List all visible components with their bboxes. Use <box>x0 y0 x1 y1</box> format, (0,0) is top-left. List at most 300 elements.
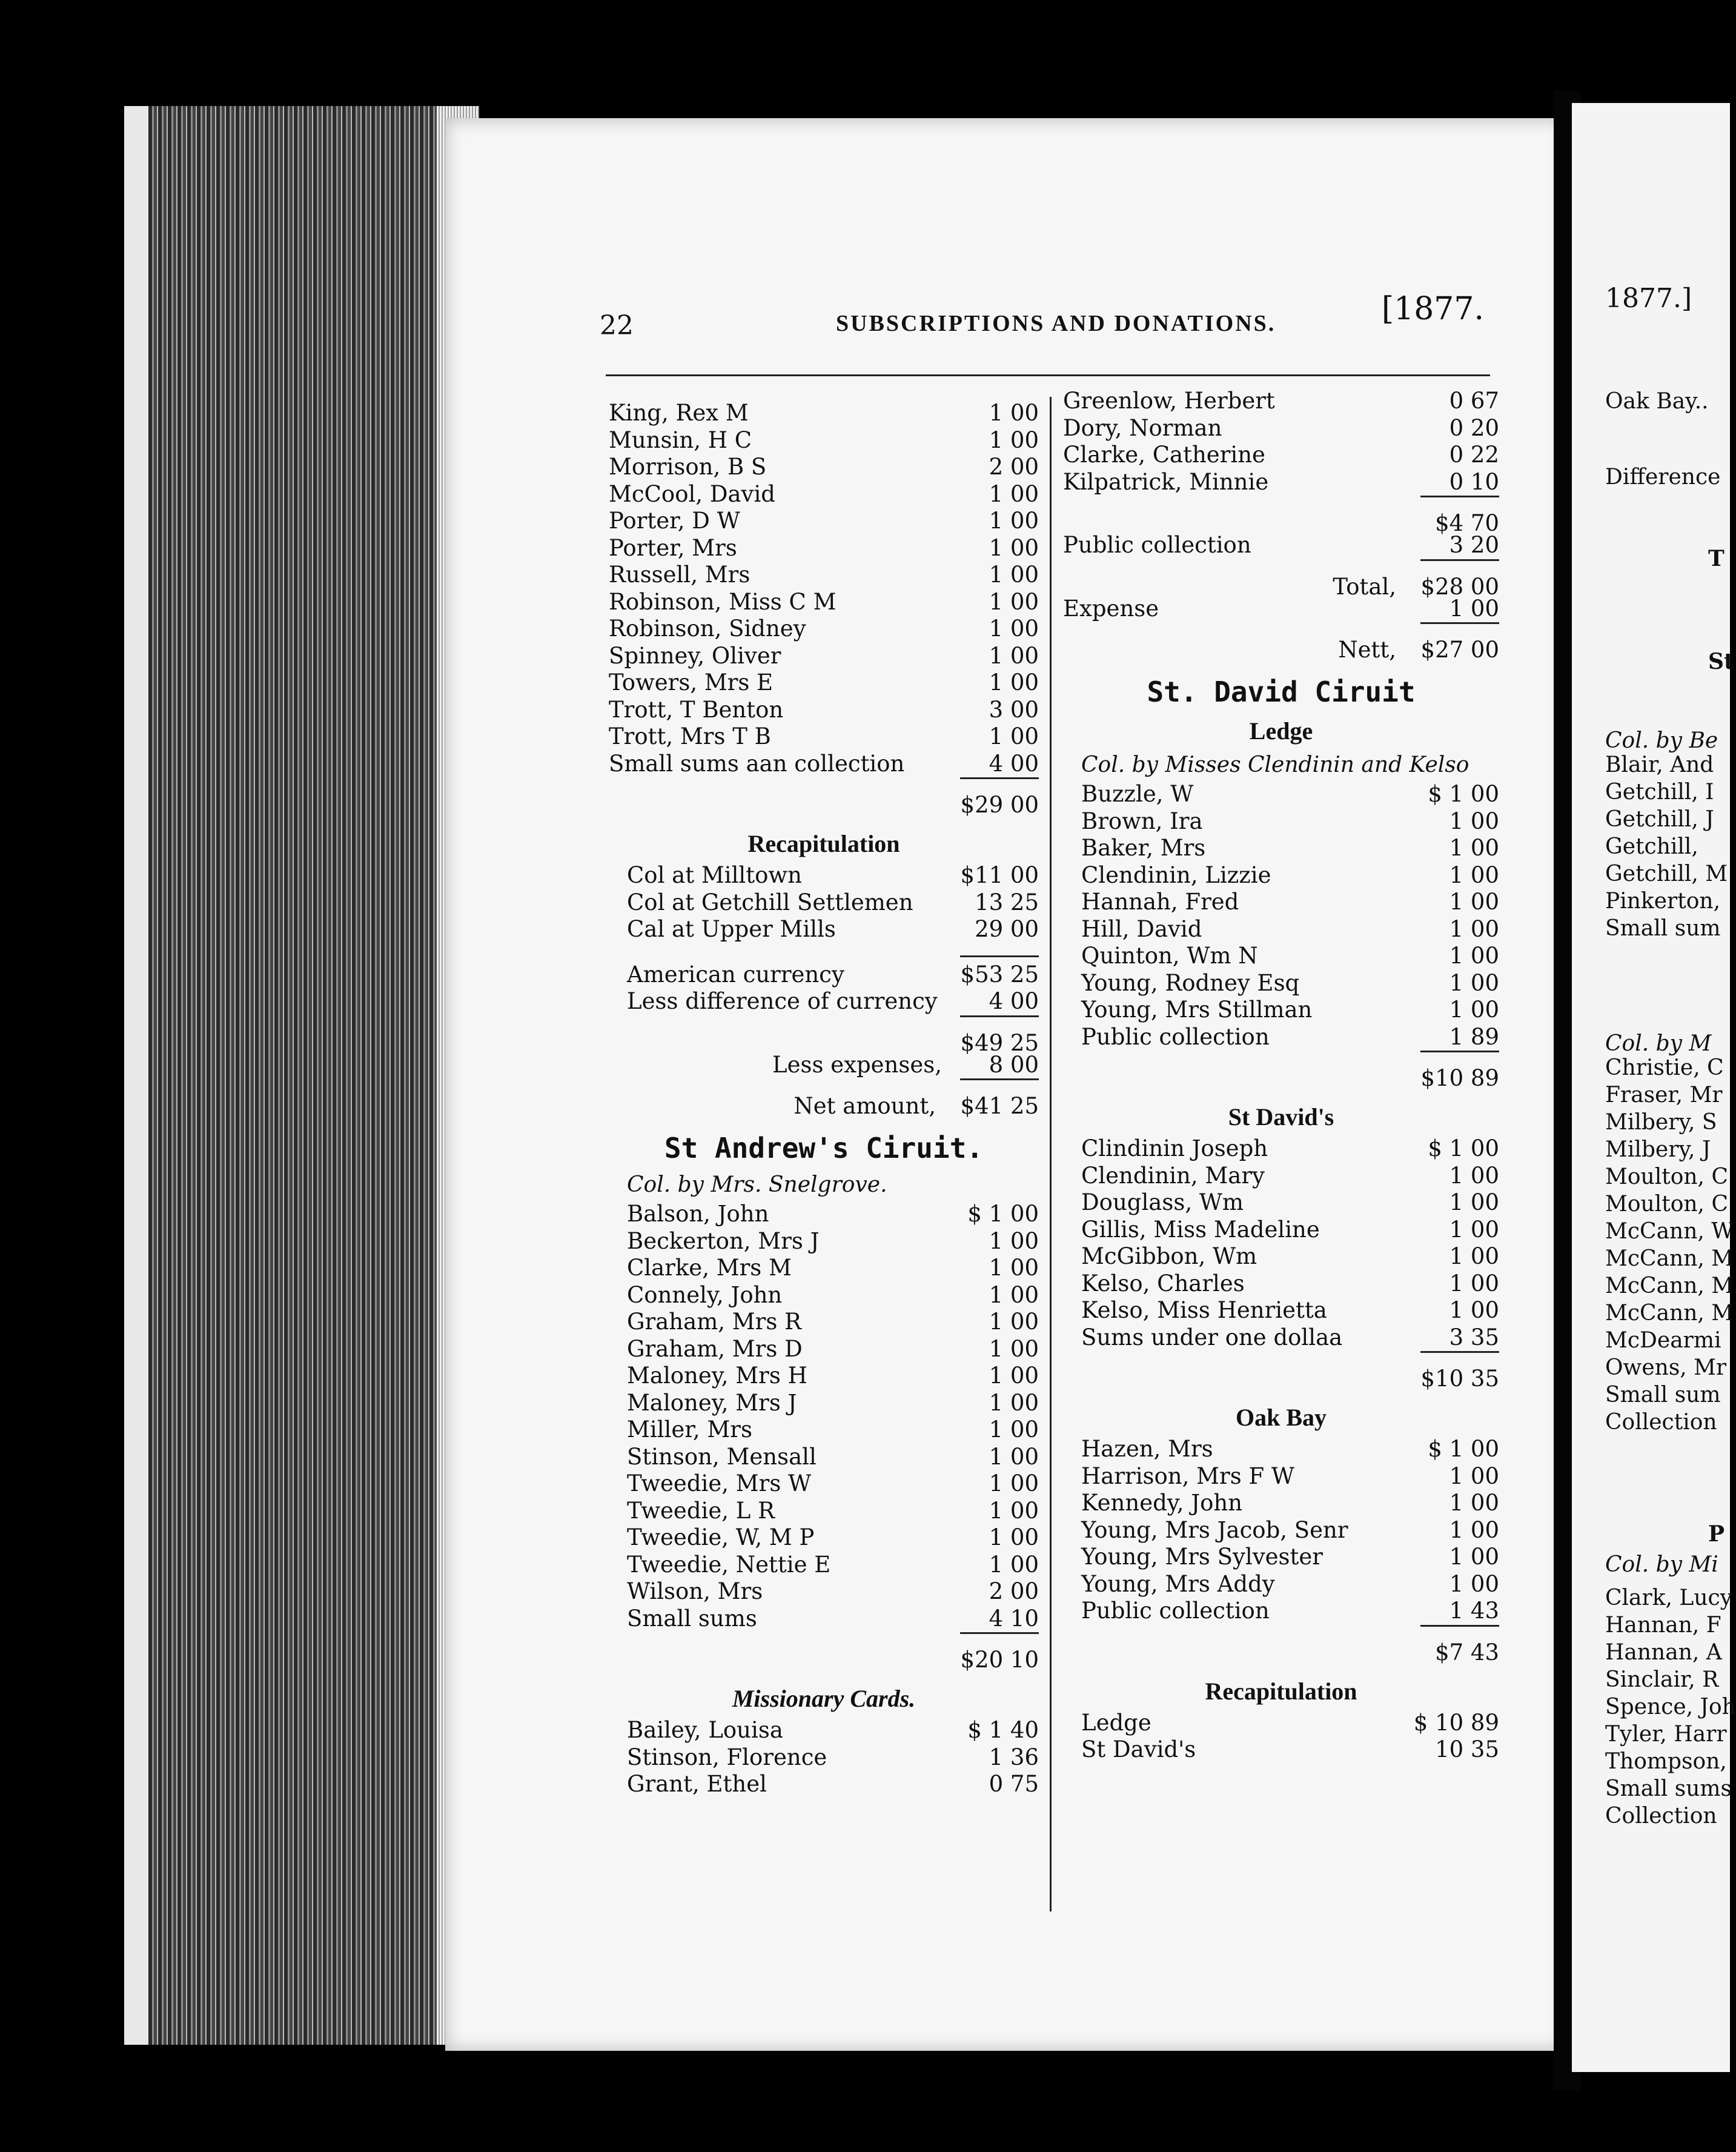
total-rule <box>960 955 1039 957</box>
right-page-line: Sinclair, R <box>1605 1667 1719 1692</box>
total-amount: $7 43 <box>1435 1639 1499 1665</box>
list-item <box>609 1444 1039 1471</box>
right-page-line: Clark, Lucy <box>1605 1586 1733 1610</box>
section-heading: St Andrew's Ciruit. <box>664 1132 984 1164</box>
right-page-line: Christie, C <box>1605 1055 1724 1080</box>
list-item <box>1063 1436 1499 1463</box>
list-item <box>609 1524 1039 1552</box>
entry-name: Small sums aan collection <box>609 750 905 777</box>
entry-name: King, Rex M <box>609 400 749 426</box>
entry-amount: 1 00 <box>989 1227 1039 1254</box>
right-page-line: Oak Bay.. <box>1605 389 1709 414</box>
right-page-line: Moulton, C <box>1605 1192 1728 1217</box>
entry-name: Less difference of currency <box>627 988 938 1014</box>
total-amount: $20 10 <box>960 1647 1039 1673</box>
list-item <box>1063 1024 1499 1051</box>
entry-name: Public collection <box>1081 1598 1270 1624</box>
list-item <box>609 643 1039 670</box>
total-rule <box>1420 1625 1499 1627</box>
right-page-line: Getchill, <box>1605 834 1698 859</box>
right-page-line: Spence, Joh <box>1605 1695 1736 1719</box>
entry-amount: $ 1 00 <box>1428 1135 1499 1161</box>
entry-name: Munsin, H C <box>609 427 752 453</box>
list-item <box>1063 970 1499 997</box>
collector-line: Col. by Misses Clendinin and Kelso <box>1081 752 1469 777</box>
list-item <box>609 1744 1039 1772</box>
right-page-line: Getchill, J <box>1605 807 1714 832</box>
entry-name: Tweedie, L R <box>627 1497 775 1524</box>
entry-amount: 1 00 <box>1449 595 1499 622</box>
entry-name: McGibbon, Wm <box>1081 1243 1257 1269</box>
list-item <box>609 1390 1039 1417</box>
right-page-line: Hannan, A <box>1605 1640 1722 1665</box>
total-label: Total, <box>1333 573 1396 600</box>
right-page-line: Small sum <box>1605 1383 1721 1407</box>
entry-amount: 1 00 <box>1449 1490 1499 1516</box>
list-item <box>609 1228 1039 1255</box>
section-heading: Recapitulation <box>747 830 900 857</box>
entry-amount: 1 00 <box>989 1497 1039 1524</box>
list-item <box>1063 808 1499 835</box>
entry-name: Greenlow, Herbert <box>1063 388 1275 414</box>
entry-amount: 2 00 <box>989 1578 1039 1604</box>
entry-name: Trott, T Benton <box>609 696 784 723</box>
right-page-line: Owens, Mr <box>1605 1355 1727 1380</box>
list-item <box>1063 388 1499 415</box>
right-page-line: T <box>1708 546 1724 571</box>
list-item <box>609 454 1039 481</box>
entry-name: Quinton, Wm N <box>1081 943 1258 969</box>
entry-name: Stinson, Mensall <box>627 1443 817 1470</box>
section-heading: Recapitulation <box>1205 1677 1357 1705</box>
list-item <box>609 1052 1039 1079</box>
section-heading: St. David Ciruit <box>1147 676 1416 708</box>
entry-amount: 4 00 <box>989 750 1039 777</box>
entry-amount: 1 00 <box>989 562 1039 588</box>
section-heading: Missionary Cards. <box>732 1685 916 1712</box>
total-row <box>609 955 1039 961</box>
list-item <box>1063 1135 1499 1163</box>
entry-name: Col at Milltown <box>627 862 802 888</box>
entry-name: Graham, Mrs D <box>627 1335 803 1362</box>
list-item <box>609 1416 1039 1444</box>
list-item <box>1063 943 1499 970</box>
entry-amount: 1 00 <box>1449 1297 1499 1323</box>
list-item <box>1063 532 1499 559</box>
entry-name: Dory, Norman <box>1063 414 1222 441</box>
list-item <box>609 751 1039 778</box>
list-item <box>609 961 1039 989</box>
right-page-line: Blair, And <box>1605 752 1714 777</box>
list-item <box>609 427 1039 454</box>
right-page-line: Difference <box>1605 465 1721 490</box>
entry-name: Connely, John <box>627 1281 783 1308</box>
list-item <box>1063 1736 1499 1764</box>
entry-amount: 1 00 <box>989 427 1039 453</box>
entry-name: Tweedie, W, M P <box>627 1524 815 1550</box>
list-item <box>1063 1598 1499 1625</box>
list-item <box>1063 1297 1499 1324</box>
list-item <box>609 988 1039 1015</box>
page-number: 22 <box>600 310 634 341</box>
list-item <box>609 1336 1039 1363</box>
list-item <box>1063 1163 1499 1190</box>
entry-amount: 1 00 <box>1449 1516 1499 1543</box>
entry-name: Young, Mrs Jacob, Senr <box>1081 1516 1348 1543</box>
right-page-line: Getchill, I <box>1605 780 1714 805</box>
list-item <box>1063 1463 1499 1490</box>
entry-name: Gillis, Miss Madeline <box>1081 1216 1320 1243</box>
entry-amount: 0 20 <box>1449 414 1499 441</box>
total-row <box>1063 559 1499 600</box>
entry-name: Ledge <box>1081 1709 1151 1736</box>
total-amount: $10 89 <box>1420 1065 1499 1091</box>
entry-amount: 4 10 <box>989 1605 1039 1632</box>
total-rule <box>1420 1351 1499 1353</box>
entry-name: Maloney, Mrs J <box>627 1389 797 1416</box>
entry-amount: 1 00 <box>1449 1162 1499 1189</box>
page-header <box>600 285 1484 341</box>
entry-amount: 3 00 <box>989 696 1039 723</box>
header-rule <box>606 374 1490 376</box>
entry-name: Clarke, Catherine <box>1063 442 1265 468</box>
entry-amount: 1 00 <box>989 1363 1039 1389</box>
entry-amount: 1 00 <box>1449 969 1499 996</box>
entry-amount: 1 00 <box>989 1470 1039 1496</box>
total-label: Nett, <box>1338 637 1396 663</box>
entry-name: Cal at Upper Mills <box>627 916 836 942</box>
list-item <box>1063 1243 1499 1270</box>
book-page-edges <box>124 106 475 2045</box>
right-page-line: Milbery, S <box>1605 1110 1717 1135</box>
entry-amount: 2 00 <box>989 454 1039 480</box>
entry-name: Clendinin, Lizzie <box>1081 862 1271 888</box>
entry-amount: 0 10 <box>1449 468 1499 495</box>
total-row <box>1063 1625 1499 1673</box>
list-item <box>1063 781 1499 808</box>
total-rule <box>960 1078 1039 1080</box>
entry-name: Russell, Mrs <box>609 562 750 588</box>
right-page-line: McCann, M <box>1605 1274 1734 1298</box>
list-item <box>1063 1517 1499 1544</box>
list-item <box>1063 469 1499 496</box>
entry-name: Bailey, Louisa <box>627 1717 783 1743</box>
list-item <box>609 616 1039 643</box>
right-page-line: Collection <box>1605 1410 1717 1435</box>
entry-amount: 1 00 <box>989 669 1039 696</box>
list-item <box>1063 1324 1499 1352</box>
entry-name: Col at Getchill Settlemen <box>627 889 913 915</box>
list-item <box>609 916 1039 943</box>
list-item <box>1063 889 1499 916</box>
list-item <box>609 1282 1039 1309</box>
entry-name: Hannah, Fred <box>1081 889 1239 915</box>
right-page-line: Getchill, M <box>1605 862 1728 886</box>
entry-amount: 1 00 <box>1449 862 1499 888</box>
right-page-line: Collection <box>1605 1804 1717 1828</box>
list-item <box>1063 415 1499 442</box>
list-item <box>1063 1544 1499 1571</box>
list-item <box>609 1201 1039 1228</box>
entry-name: Tweedie, Mrs W <box>627 1470 812 1496</box>
list-item <box>609 1771 1039 1798</box>
right-page-line: Thompson, <box>1605 1749 1727 1774</box>
entry-name: Sums under one dollaa <box>1081 1324 1343 1350</box>
entry-amount: 29 00 <box>975 916 1039 942</box>
entry-name: Morrison, B S <box>609 454 767 480</box>
entry-amount: 1 00 <box>989 616 1039 642</box>
entry-name: Trott, Mrs T B <box>609 723 771 749</box>
entry-amount: 1 00 <box>989 1524 1039 1550</box>
total-row <box>1063 1051 1499 1099</box>
total-row <box>609 1078 1039 1127</box>
entry-name: Tweedie, Nettie E <box>627 1551 831 1578</box>
total-row <box>609 1632 1039 1681</box>
entry-amount: 1 00 <box>989 1335 1039 1362</box>
entry-name: Robinson, Sidney <box>609 616 806 642</box>
list-item <box>1063 916 1499 943</box>
entry-amount: 1 00 <box>989 723 1039 749</box>
entry-amount: 1 00 <box>989 1551 1039 1578</box>
total-label: Net amount, <box>793 1093 936 1119</box>
right-page-line: McCann, M <box>1605 1246 1734 1271</box>
total-rule <box>1420 559 1499 561</box>
right-page-line: Milbery, J <box>1605 1137 1711 1162</box>
entry-name: Clindinin Joseph <box>1081 1135 1268 1161</box>
list-item <box>609 562 1039 589</box>
total-row <box>1063 496 1499 536</box>
total-amount: $41 25 <box>960 1093 1039 1119</box>
list-item <box>609 1606 1039 1633</box>
list-item <box>609 697 1039 724</box>
total-row <box>609 1015 1039 1056</box>
list-item <box>609 1309 1039 1336</box>
list-item <box>609 669 1039 697</box>
entry-amount: 1 00 <box>1449 943 1499 969</box>
entry-name: Less expenses, <box>772 1051 943 1078</box>
right-page-line: Col. by Mi <box>1605 1552 1718 1577</box>
section-heading: Oak Bay <box>1235 1404 1327 1431</box>
list-item <box>609 1255 1039 1282</box>
collector-line: Col. by Mrs. Snelgrove. <box>627 1172 887 1197</box>
list-item <box>609 1363 1039 1390</box>
right-page-line: 1877.] <box>1605 283 1692 314</box>
entry-name: Brown, Ira <box>1081 808 1203 834</box>
entry-name: Clarke, Mrs M <box>627 1255 792 1281</box>
entry-amount: 1 00 <box>1449 835 1499 861</box>
page-year: [1877. <box>1381 291 1484 327</box>
section-heading: St David's <box>1228 1103 1334 1131</box>
entry-name: Young, Rodney Esq <box>1081 969 1300 996</box>
list-item <box>1063 862 1499 889</box>
entry-name: Kilpatrick, Minnie <box>1063 468 1269 495</box>
entry-amount: 1 00 <box>1449 889 1499 915</box>
total-rule <box>1420 496 1499 497</box>
right-page-line: Pinkerton, <box>1605 889 1721 914</box>
entry-amount: 1 00 <box>989 1416 1039 1443</box>
total-rule <box>1420 1051 1499 1052</box>
entry-amount: $53 25 <box>960 961 1039 988</box>
list-item <box>1063 1490 1499 1517</box>
entry-amount: $ 1 00 <box>967 1201 1039 1227</box>
list-item <box>609 1498 1039 1525</box>
total-amount: $27 00 <box>1420 637 1499 663</box>
entry-amount: 1 00 <box>989 534 1039 561</box>
entry-amount: $ 1 00 <box>1428 781 1499 807</box>
entry-amount: 1 00 <box>989 642 1039 669</box>
list-item <box>1063 596 1499 623</box>
middle-column <box>1063 388 1499 1764</box>
list-item <box>609 400 1039 427</box>
total-amount: $29 00 <box>960 792 1039 818</box>
entry-amount: $ 1 00 <box>1428 1436 1499 1462</box>
entry-amount: 1 00 <box>989 400 1039 426</box>
entry-amount: $ 1 40 <box>967 1717 1039 1743</box>
entry-name: Young, Mrs Addy <box>1081 1570 1275 1597</box>
entry-name: Beckerton, Mrs J <box>627 1227 820 1254</box>
entry-name: Public collection <box>1081 1023 1270 1050</box>
entry-amount: $11 00 <box>960 862 1039 888</box>
entry-name: St David's <box>1081 1736 1196 1762</box>
left-column <box>609 400 1039 1798</box>
entry-amount: 3 35 <box>1449 1324 1499 1350</box>
entry-name: Public collection <box>1063 532 1251 558</box>
total-row <box>1063 622 1499 671</box>
total-rule <box>960 777 1039 779</box>
right-page-line: Hannan, F <box>1605 1613 1721 1638</box>
entry-amount: 1 00 <box>1449 1270 1499 1297</box>
list-item <box>609 508 1039 535</box>
entry-amount: 1 00 <box>1449 1243 1499 1269</box>
entry-amount: 1 00 <box>989 508 1039 534</box>
entry-name: Wilson, Mrs <box>627 1578 763 1604</box>
total-amount: $49 25 <box>960 1029 1039 1056</box>
list-item <box>1063 1270 1499 1298</box>
total-rule <box>1420 622 1499 624</box>
entry-amount: 1 00 <box>1449 1463 1499 1489</box>
entry-amount: 1 00 <box>989 1389 1039 1416</box>
entry-name: Porter, Mrs <box>609 534 737 561</box>
right-page-line: Small sums <box>1605 1776 1732 1801</box>
entry-name: Young, Mrs Stillman <box>1081 997 1313 1023</box>
entry-name: Small sums <box>627 1605 757 1632</box>
right-page-line: Moulton, C <box>1605 1164 1728 1189</box>
right-page-line: Col. by M <box>1605 1031 1712 1056</box>
entry-name: Kennedy, John <box>1081 1490 1243 1516</box>
list-item <box>1063 997 1499 1024</box>
entry-name: Young, Mrs Sylvester <box>1081 1544 1323 1570</box>
section-heading: Ledge <box>1249 717 1313 745</box>
total-row <box>609 777 1039 826</box>
entry-amount: 1 00 <box>989 1443 1039 1470</box>
entry-name: Towers, Mrs E <box>609 669 774 696</box>
entry-name: American currency <box>627 961 844 988</box>
entry-name: Baker, Mrs <box>1081 835 1206 861</box>
list-item <box>609 535 1039 562</box>
entry-name: Grant, Ethel <box>627 1771 767 1797</box>
entry-amount: 0 22 <box>1449 442 1499 468</box>
list-item <box>1063 1710 1499 1737</box>
entry-name: Robinson, Miss C M <box>609 588 837 615</box>
entry-amount: 1 00 <box>1449 915 1499 942</box>
entry-amount: 1 00 <box>1449 1216 1499 1243</box>
entry-amount: 1 00 <box>989 480 1039 507</box>
entry-amount: 1 00 <box>1449 808 1499 834</box>
right-page-line: McCann, M <box>1605 1301 1734 1326</box>
entry-name: Kelso, Miss Henrietta <box>1081 1297 1327 1323</box>
entry-amount: 1 00 <box>989 1281 1039 1308</box>
list-item <box>609 862 1039 889</box>
entry-name: Hazen, Mrs <box>1081 1436 1213 1462</box>
entry-amount: 1 43 <box>1449 1598 1499 1624</box>
column-divider <box>1050 397 1052 1911</box>
entry-name: Balson, John <box>627 1201 769 1227</box>
total-amount: $10 35 <box>1420 1366 1499 1392</box>
spacer <box>609 943 1039 955</box>
entry-name: Harrison, Mrs F W <box>1081 1463 1294 1489</box>
list-item <box>609 1717 1039 1744</box>
entry-amount: 4 00 <box>989 988 1039 1014</box>
list-item <box>609 1552 1039 1579</box>
list-item <box>609 481 1039 508</box>
total-rule <box>960 1632 1039 1634</box>
right-page-line: St <box>1708 649 1734 674</box>
entry-name: Maloney, Mrs H <box>627 1363 807 1389</box>
entry-name: Spinney, Oliver <box>609 642 781 669</box>
list-item <box>609 1578 1039 1606</box>
entry-amount: 0 67 <box>1449 388 1499 414</box>
entry-name: Douglass, Wm <box>1081 1189 1244 1215</box>
right-page-line: P <box>1708 1521 1725 1547</box>
entry-amount: 1 00 <box>1449 997 1499 1023</box>
entry-amount: 0 75 <box>989 1771 1039 1797</box>
list-item <box>1063 835 1499 862</box>
right-page-line: Fraser, Mr <box>1605 1083 1723 1108</box>
entry-amount: 1 36 <box>989 1744 1039 1770</box>
entry-name: Expense <box>1063 595 1159 622</box>
entry-name: Kelso, Charles <box>1081 1270 1245 1297</box>
entry-name: Buzzle, W <box>1081 781 1194 807</box>
entry-amount: 1 00 <box>989 1255 1039 1281</box>
entry-name: Miller, Mrs <box>627 1416 752 1443</box>
list-item <box>1063 1571 1499 1598</box>
list-item <box>1063 1217 1499 1244</box>
list-item <box>609 1470 1039 1498</box>
list-item <box>609 889 1039 917</box>
list-item <box>609 723 1039 751</box>
total-row <box>1063 1351 1499 1400</box>
entry-name: McCool, David <box>609 480 775 507</box>
list-item <box>1063 1189 1499 1217</box>
entry-name: Graham, Mrs R <box>627 1309 801 1335</box>
total-amount: $28 00 <box>1420 573 1499 600</box>
page-title: SUBSCRIPTIONS AND DONATIONS. <box>836 311 1276 336</box>
total-rule <box>960 1015 1039 1017</box>
total-amount: $4 70 <box>1435 510 1499 536</box>
right-page-line: McDearmi <box>1605 1328 1721 1353</box>
right-page-line: McCann, W <box>1605 1219 1734 1244</box>
entry-amount: 1 00 <box>1449 1189 1499 1215</box>
list-item <box>1063 442 1499 469</box>
entry-amount: 10 35 <box>1435 1736 1499 1762</box>
entry-amount: 1 00 <box>989 588 1039 615</box>
entry-amount: 13 25 <box>975 889 1039 915</box>
entry-amount: 1 00 <box>1449 1570 1499 1597</box>
entry-amount: 1 89 <box>1449 1023 1499 1050</box>
right-page-line: Small sum <box>1605 916 1721 941</box>
entry-name: Clendinin, Mary <box>1081 1162 1265 1189</box>
entry-amount: 1 00 <box>989 1309 1039 1335</box>
